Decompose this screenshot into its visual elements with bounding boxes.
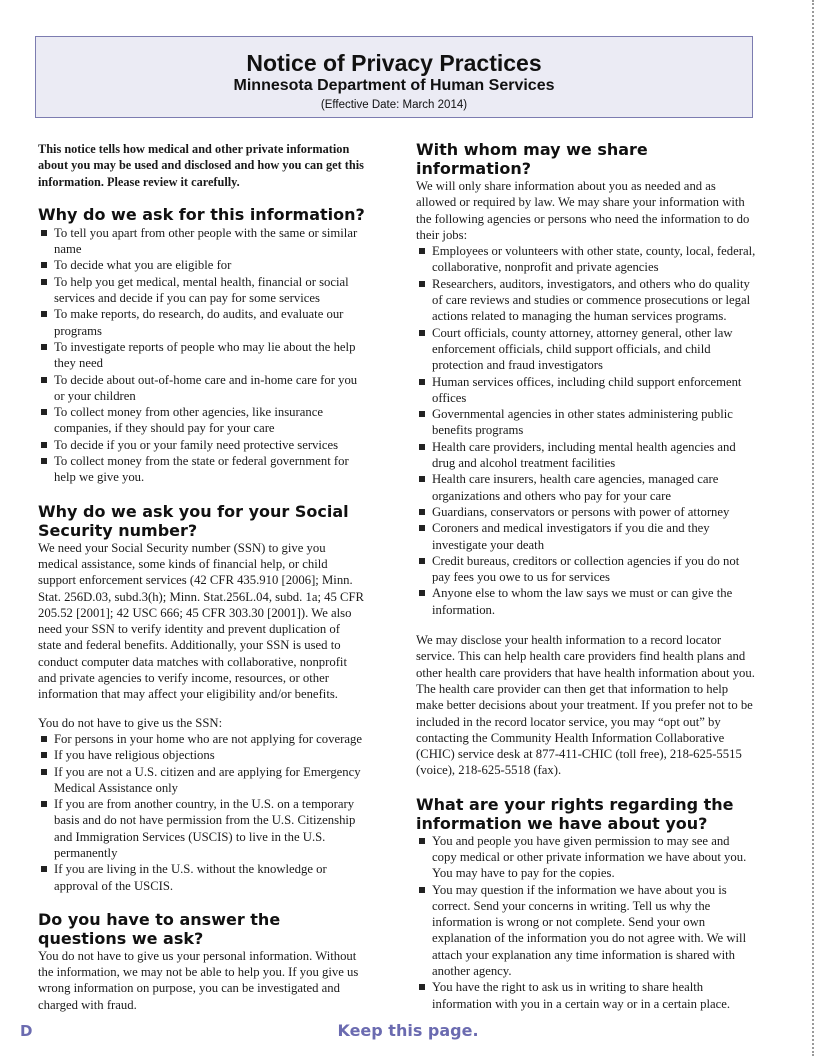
list-item: To tell you apart from other people with the same or similar name [38,225,366,258]
list-item: Anyone else to whom the law says we must or can give the information. [416,585,756,618]
record-locator-paragraph: We may disclose your health information to a record locator service. This can help health care providers find health plans and other health care providers that have health information about you. The health care provider can then get that information to help make better decisions about your treatment. If you prefer not to be included in the record locator service, you may “opt out” by contacting the Community Health Information Collaborative (CHIC) service desk at 877-411-CHIC (toll free), 218-625-5515 (voice), 218-625-5518 (fax). [416,633,755,778]
right-column [416,140,756,1012]
section-heading-ssn: Why do we ask you for your Social Security number? [38,501,349,540]
list-item: Health care insurers, health care agencies, managed care organizations and others who pay for your care [416,471,756,504]
answer-explanation: You do not have to give us your personal information. Without the information, we may not be able to help you. If you give us wrong information on purpose, you can be investigated and charged with fraud. [38,948,359,1012]
keep-this-page-note: Keep this page. [337,1021,479,1040]
list-item: To help you get medical, mental health, financial or social services and decide if you can pay for some services [38,274,366,307]
section-heading-why-ask: Why do we ask for this information? [38,204,365,224]
list-item: To collect money from the state or federal government for help we give you. [38,453,366,486]
list-item: If you are living in the U.S. without the knowledge or approval of the USCIS. [38,861,366,894]
ssn-explanation: We need your Social Security number (SSN) to give you medical assistance, some kinds of financial help, or child support enforcement services (42 CFR 435.910 [2006]; Minn. Stat. 256D.03, subd.3(h); Minn. Stat.256L.04, subd. 1a; 45 CFR 205.52 [2001]; 42 USC 666; 45 CFR 303.30 [2001]). We also need your SSN to verify identity and prevent duplication of state and federal benefits. Additionally, your SSN is used to conduct computer data matches with collaborative, nonprofit and private agencies to verify income, resources, or other information that may affect your eligibility and/or benefits. [38,540,365,702]
ssn-exemptions-list [38,731,366,894]
list-item: Guardians, conservators or persons with power of attorney [416,504,756,520]
list-item: If you are from another country, in the U.S. on a temporary basis and do not have permission from the U.S. Citizenship and Immigration Services (USCIS) to live in the U.S. permanently [38,796,366,861]
list-item: Credit bureaus, creditors or collection agencies if you do not pay fees you owe to us for services [416,553,756,586]
intro-notice: This notice tells how medical and other private information about you may be used and disclosed and how you can get this information. Please review it carefully. [38,142,364,189]
share-explanation: We will only share information about you as needed and as allowed or required by law. We may share your information with the following agencies or persons who need the information to do their jobs: [416,179,750,242]
list-item: Health care providers, including mental health agencies and drug and alcohol treatment facilities [416,439,756,472]
list-item: You have the right to ask us in writing to share health information with you in a certain way or in a certain place. [416,979,756,1012]
list-item: If you are not a U.S. citizen and are applying for Emergency Medical Assistance only [38,764,366,797]
list-item: Employees or volunteers with other state, county, local, federal, collaborative, nonprofit and private agencies [416,243,756,276]
list-item: For persons in your home who are not applying for coverage [38,731,366,747]
list-item: You may question if the information we have about you is correct. Send your concerns in writing. Tell us why the information is wrong or not complete. Send your own explanation of the information you do not agree with. We will attach your explanation any time information is shared with another agency. [416,882,756,980]
list-item: To decide if you or your family need protective services [38,437,366,453]
ssn-not-required-intro: You do not have to give us the SSN: [38,715,223,730]
why-ask-list [38,225,366,486]
share-recipients-list [416,243,756,618]
list-item: To decide what you are eligible for [38,257,366,273]
section-heading-share: With whom may we share information? [416,140,648,178]
section-heading-rights: What are your rights regarding the information we have about you? [416,794,734,833]
list-item: Human services offices, including child support enforcement offices [416,374,756,407]
left-column [38,140,366,1013]
list-item: Governmental agencies in other states administering public benefits programs [416,406,756,439]
page-title: Notice of Privacy Practices [246,50,542,76]
rights-list [416,833,756,1012]
list-item: To investigate reports of people who may lie about the help they need [38,339,366,372]
section-heading-answer: Do you have to answer the questions we ask? [38,909,281,948]
effective-date: (Effective Date: March 2014) [320,99,468,111]
list-item: You and people you have given permission to may see and copy medical or other private information we have about you. You may have to pay for the copies. [416,833,756,882]
list-item: Coroners and medical investigators if you die and they investigate your death [416,520,756,553]
list-item: If you have religious objections [38,747,366,763]
list-item: To decide about out-of-home care and in-home care for you or your children [38,372,366,405]
list-item: To make reports, do research, do audits, and evaluate our programs [38,306,366,339]
agency-name: Minnesota Department of Human Services [233,77,555,94]
page-edge-dotted-line [812,0,814,1056]
list-item: Researchers, auditors, investigators, and others who do quality of care reviews and studies or commence prosecutions or legal actions related to managing the human services programs. [416,276,756,325]
list-item: Court officials, county attorney, attorney general, other law enforcement officials, child support officials, and child protection and fraud investigators [416,325,756,374]
notice-header [35,36,753,118]
list-item: To collect money from other agencies, like insurance companies, if they should pay for your care [38,404,366,437]
page-section-letter: D [20,1022,33,1040]
